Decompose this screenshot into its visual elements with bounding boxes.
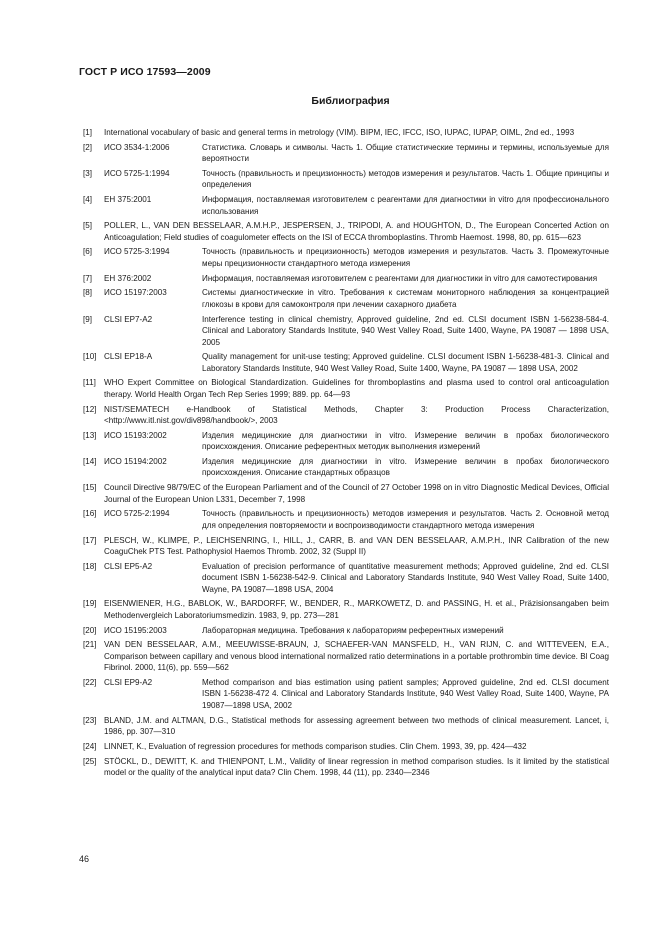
entry-number: [25]	[83, 756, 97, 766]
bibliography-entry	[83, 220, 609, 243]
entry-standard-code: CLSI EP5-A2	[104, 561, 153, 571]
entry-text: Interference testing in clinical chemistry, Approved guideline, 2nd ed. CLSI document ISBN 1-56238-584-4. Clinical and Laboratory Standards Institute, 940 West Valley Road, Suite 1400, Wayne, PA 19087 — 1898 USA, 2005	[202, 314, 609, 347]
entry-standard-code: ЕН 375:2001	[104, 195, 152, 205]
bibliography-entry	[83, 287, 609, 310]
entry-standard-code: ИСО 15197:2003	[104, 288, 167, 298]
entry-text: Точность (правильность и прецизионность) методов измерения и результатов. Часть 2. Основной метод для определения повторяемости и воспроизводимости стандартного метода измерения	[202, 509, 609, 530]
bibliography-entry	[83, 142, 609, 165]
entry-standard-code: ИСО 15194:2002	[104, 456, 167, 466]
entry-number: [13]	[83, 430, 97, 440]
bibliography-entry	[83, 482, 609, 505]
entry-number: [18]	[83, 561, 97, 571]
entry-number: [1]	[83, 128, 92, 137]
entry-number: [9]	[83, 314, 92, 324]
entry-text: VAN DEN BESSELAAR, A.M., MEEUWISSE-BRAUN, J, SCHAEFER-VAN MANSFELD, H., VAN RIJN, C. and WITTEVEEN, E.A., Comparison between capillary and venous blood international normalized ratio determinations in a portable prothrombin time device. Bl Coag Fibrinol. 2000, 11(6), pp. 559—562	[104, 640, 609, 673]
bibliography-entry	[83, 404, 609, 427]
bibliography-entry	[83, 561, 609, 596]
bibliography-entry	[83, 456, 609, 479]
entry-number: [19]	[83, 599, 97, 609]
entry-number: [4]	[83, 195, 92, 205]
entry-text: Quality management for unit-use testing; Approved guideline. CLSI document ISBN 1-56238-481-3. Clinical and Laboratory Standards Institute, 940 West Valley Road, Suite 1400, Wayne, PA 19087 — 1898 USA, 2002	[202, 352, 609, 373]
entry-number: [7]	[83, 273, 92, 283]
entry-text: Точность (правильность и прецизионность) методов измерения и результатов. Часть 1. Общие принципы и определения	[202, 168, 609, 190]
entry-text: LINNET, K., Evaluation of regression procedures for methods comparison studies. Clin Chem. 1993, 39, pp. 424—432	[104, 741, 527, 751]
entry-number: [15]	[83, 483, 97, 493]
entry-text: Статистика. Словарь и символы. Часть 1. Общие статистические термины и термины, используемые для вероятности	[202, 142, 609, 164]
entry-standard-code: ИСО 5725-3:1994	[104, 247, 170, 257]
entry-number: [6]	[83, 247, 92, 257]
bibliography-title	[0, 95, 661, 107]
page-number: 46	[79, 854, 90, 864]
bibliography-entry	[83, 377, 609, 400]
entry-text: Method comparison and bias estimation using patient samples; Approved guideline, 2nd ed. CLSI document ISBN 1-56238-472 4. Clinical and Laboratory Standards Institute, 940 West Valley Road, Suite 1400, Wayne, PA 19087—1898 USA, 2002	[202, 677, 609, 710]
entry-text: WHO Expert Committee on Biological Standardization. Guidelines for thromboplastins and plasma used to control oral anticoagulation therapy. World Health Organ Tech Rep Series 1999; 889. pp. 64—93	[104, 378, 609, 399]
entry-standard-code: ЕН 376:2002	[104, 273, 152, 283]
entry-text: POLLER, L., VAN DEN BESSELAAR, A.M.H.P., JESPERSEN, J., TRIPODI, A. and HOUGHTON, D., The European Concerted Action on Anticoagulation; Field studies of coagulometer effects on the ISI of ECCA thromboplastins. Thromb Haemost. 1998, 80, pp. 615—623	[104, 221, 609, 242]
entry-standard-code: CLSI EP7-A2	[104, 314, 153, 324]
entry-text: Точность (правильность и прецизионность) методов измерения и результатов. Часть 3. Промежуточные меры прецизионности стандартного метода измерения	[202, 247, 609, 268]
entry-number: [16]	[83, 509, 97, 519]
entry-standard-code: ИСО 15193:2002	[104, 430, 167, 440]
entry-number: [24]	[83, 741, 97, 751]
entry-number: [21]	[83, 640, 97, 650]
bibliography-entry	[83, 598, 609, 621]
entry-number: [17]	[83, 535, 97, 545]
entry-text: Лабораторная медицина. Требования к лабораториям референтных измерений	[202, 625, 504, 635]
bibliography-entry	[83, 246, 609, 269]
entry-text: Evaluation of precision performance of quantitative measurement methods; Approved guideline, 2nd ed. CLSI document ISBN 1-56238-542-9. Clinical and Laboratory Standards Institute, 940 West Valley Road, Suite 1400, Wayne, PA 19087—1898 USA, 2004	[202, 561, 609, 594]
bibliography-entry	[83, 314, 609, 349]
entry-standard-code: CLSI EP9-A2	[104, 677, 153, 687]
entry-number: [20]	[83, 625, 97, 635]
entry-number: [12]	[83, 404, 97, 414]
entry-number: [23]	[83, 715, 97, 725]
bibliography-entry	[83, 273, 609, 285]
bibliography-title-text: Библиография	[311, 95, 390, 107]
entry-number: [14]	[83, 456, 97, 466]
entry-standard-code: CLSI EP18-A	[104, 352, 153, 362]
entry-text: International vocabulary of basic and general terms in metrology (VIM). BIPM, IEC, IFCC, ISO, IUPAC, IUPAP, OIML, 2nd ed., 1993	[104, 128, 575, 137]
entry-text: EISENWIENER, H.G., BABLOK, W., BARDORFF, W., BENDER, R., MARKOWETZ, D. and PASSING, H. et al., Präzisionsangaben beim Methodenvergleich Laboratoriumsmedizin. 1983, 9, pp. 273—281	[104, 599, 609, 620]
bibliography-entry	[83, 351, 609, 374]
bibliography-entry	[83, 430, 609, 453]
entry-standard-code: ИСО 5725-1:1994	[104, 168, 170, 178]
entry-number: [22]	[83, 677, 97, 687]
entry-text: Изделия медицинские для диагностики in vitro. Измерение величин в пробах биологического происхождения. Описание стандартных образцов	[202, 456, 609, 478]
entry-number: [10]	[83, 352, 97, 362]
entry-standard-code: ИСО 5725-2:1994	[104, 509, 170, 519]
bibliography-entry	[83, 127, 609, 139]
entry-text: PLESCH, W., KLIMPE, P., LEICHSENRING, I., HILL, J., CARR, B. and VAN DEN BESSELAAR, A.M.P.H., INR Calibration of the new CoaguChek PTS Test. Pathophysiol Haemos Thromb. 2002, 32 (Suppl II)	[104, 535, 609, 556]
entry-number: [3]	[83, 168, 92, 178]
entry-text: Системы диагностические in vitro. Требования к системам мониторного наблюдения за концентрацией глюкозы в крови для самоконтроля при лечении сахарного диабета	[202, 288, 609, 309]
bibliography-entry	[83, 639, 609, 674]
entry-text: BLAND, J.M. and ALTMAN, D.G., Statistical methods for assessing agreement between two methods of clinical measurement. Lancet, i, 1986, pp. 307—310	[104, 715, 609, 737]
bibliography-entry	[83, 625, 609, 637]
entry-text: Информация, поставляемая изготовителем с реагентами для диагностики in vitro для профессионального использования	[202, 195, 609, 216]
entry-number: [8]	[83, 288, 92, 298]
entry-text: NIST/SEMATECH e-Handbook of Statistical Methods, Chapter 3: Production Process Characterization, <http://www.itl.nist.gov/div898/handbook/>, 2003	[104, 404, 609, 426]
bibliography-entry	[83, 756, 609, 779]
entry-text: Информация, поставляемая изготовителем с реагентами для диагностики in vitro для самотестирования	[202, 273, 598, 283]
entry-number: [5]	[83, 221, 92, 231]
entry-number: [2]	[83, 142, 92, 152]
bibliography-entry	[83, 677, 609, 712]
entry-standard-code: ИСО 15195:2003	[104, 625, 167, 635]
entry-text: Изделия медицинские для диагностики in vitro. Измерение величин в пробах биологического происхождения. Описание референтных методик выполнения измерений	[202, 430, 609, 452]
bibliography-entry	[83, 715, 609, 738]
bibliography-entry	[83, 168, 609, 191]
bibliography-list	[83, 127, 609, 782]
bibliography-entry	[83, 741, 609, 753]
standard-header: ГОСТ Р ИСО 17593—2009	[79, 66, 211, 78]
bibliography-entry	[83, 194, 609, 217]
entry-number: [11]	[83, 378, 96, 388]
entry-text: Council Directive 98/79/EC of the European Parliament and of the Council of 27 October 1998 on in vitro Diagnostic Medical Devices, Official Journal of the European Union L331, December 7, 1998	[104, 483, 609, 504]
entry-text: STÖCKL, D., DEWITT, K. and THIENPONT, L.M., Validity of linear regression in method comparison studies. Is it limited by the statistical model or the quality of the analytical input data? Clin Chem. 1998, 44 (11), pp. 2340—2346	[104, 756, 609, 777]
entry-standard-code: ИСО 3534-1:2006	[104, 142, 170, 152]
bibliography-entry	[83, 535, 609, 558]
bibliography-entry	[83, 508, 609, 531]
